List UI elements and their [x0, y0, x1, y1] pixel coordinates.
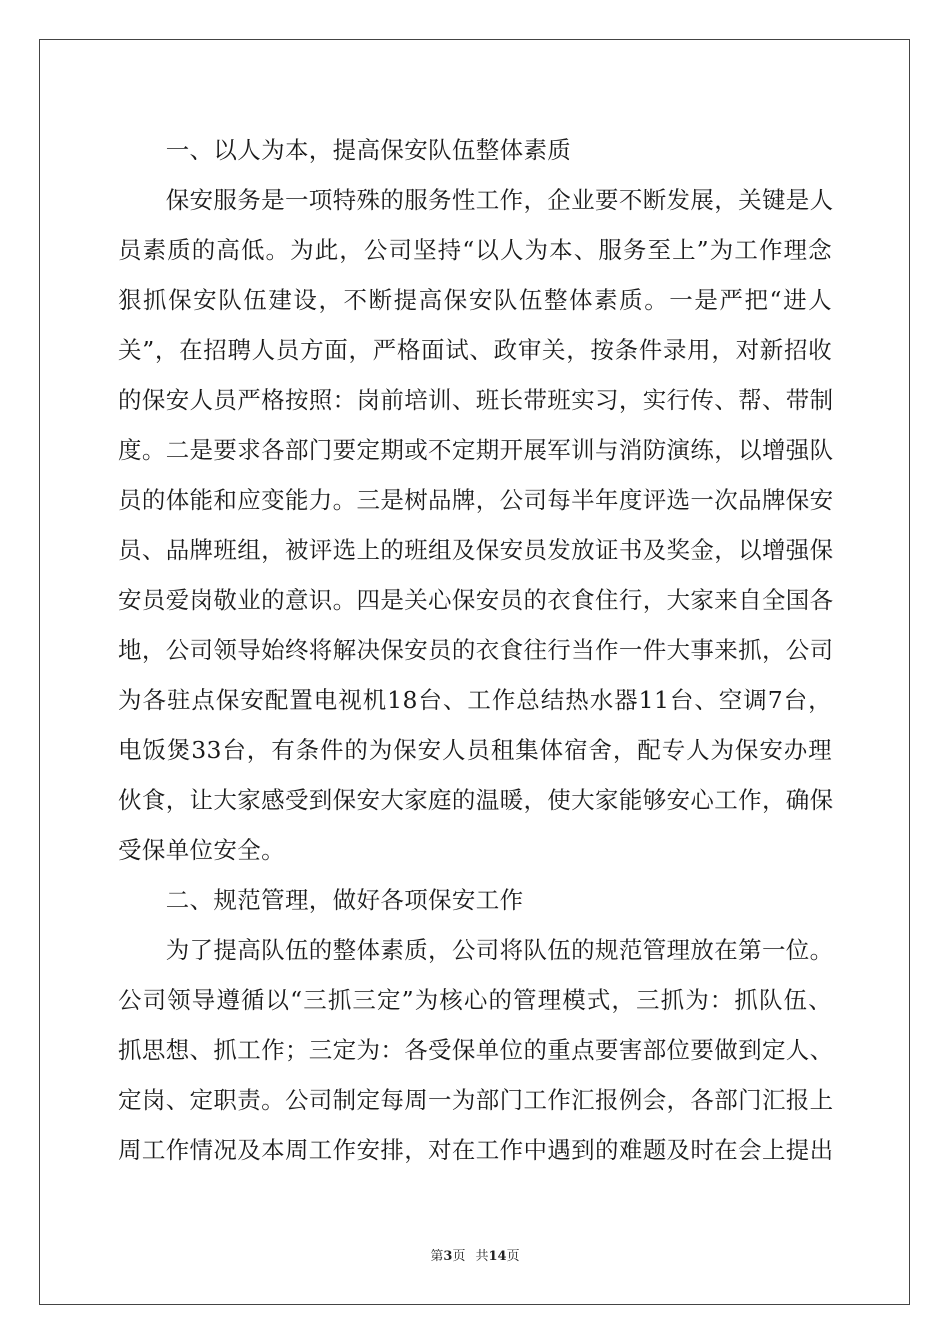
heading-2: 二、规范管理，做好各项保安工作 [118, 886, 524, 914]
total-unit: 页 [506, 1249, 520, 1264]
text-line: 度。二是要求各部门要定期或不定期开展军训与消防演练，以增强队 [118, 436, 834, 464]
text-line: 的保安人员严格按照：岗前培训、班长带班实习，实行传、帮、带制 [118, 386, 834, 414]
text-line: 伙食，让大家感受到保安大家庭的温暖，使大家能够安心工作，确保 [118, 786, 834, 814]
text-line: 员素质的高低。为此，公司坚持“以人为本、服务至上”为工作理念 [118, 236, 832, 264]
current-page-number: 3 [443, 1249, 453, 1264]
page-unit: 页 [452, 1249, 466, 1264]
text-line: 电饭煲33台，有条件的为保安人员租集体宿舍，配专人为保安办理 [118, 736, 832, 764]
text-line: 员的体能和应变能力。三是树品牌，公司每半年度评选一次品牌保安 [118, 486, 834, 514]
text-line: 定岗、定职责。公司制定每周一为部门工作汇报例会，各部门汇报上 [118, 1086, 834, 1114]
text-line: 周工作情况及本周工作安排，对在工作中遇到的难题及时在会上提出 [118, 1136, 834, 1164]
page-prefix: 第 [430, 1249, 444, 1264]
text-line: 员、品牌班组，被评选上的班组及保安员发放证书及奖金，以增强保 [118, 536, 834, 564]
total-prefix: 共 [475, 1249, 489, 1264]
text-line: 受保单位安全。 [118, 836, 285, 864]
text-line: 保安服务是一项特殊的服务性工作，企业要不断发展，关键是人 [118, 186, 834, 214]
text-line: 公司领导遵循以“三抓三定”为核心的管理模式，三抓为：抓队伍、 [118, 986, 832, 1014]
page-footer [0, 1245, 950, 1264]
text-line: 为各驻点保安配置电视机18台、工作总结热水器11台、空调7台， [118, 686, 832, 714]
text-line: 地，公司领导始终将解决保安员的衣食往行当作一件大事来抓，公司 [118, 636, 834, 664]
text-line: 安员爱岗敬业的意识。四是关心保安员的衣食住行，大家来自全国各 [118, 586, 834, 614]
text-line: 为了提高队伍的整体素质，公司将队伍的规范管理放在第一位。 [118, 936, 834, 964]
text-line: 关”，在招聘人员方面，严格面试、政审关，按条件录用，对新招收 [118, 336, 832, 364]
total-page-number: 14 [488, 1249, 507, 1264]
heading-1: 一、以人为本，提高保安队伍整体素质 [118, 136, 572, 164]
text-line: 狠抓保安队伍建设，不断提高保安队伍整体素质。一是严把“进人 [118, 286, 832, 314]
text-line: 抓思想、抓工作；三定为：各受保单位的重点要害部位要做到定人、 [118, 1036, 834, 1064]
